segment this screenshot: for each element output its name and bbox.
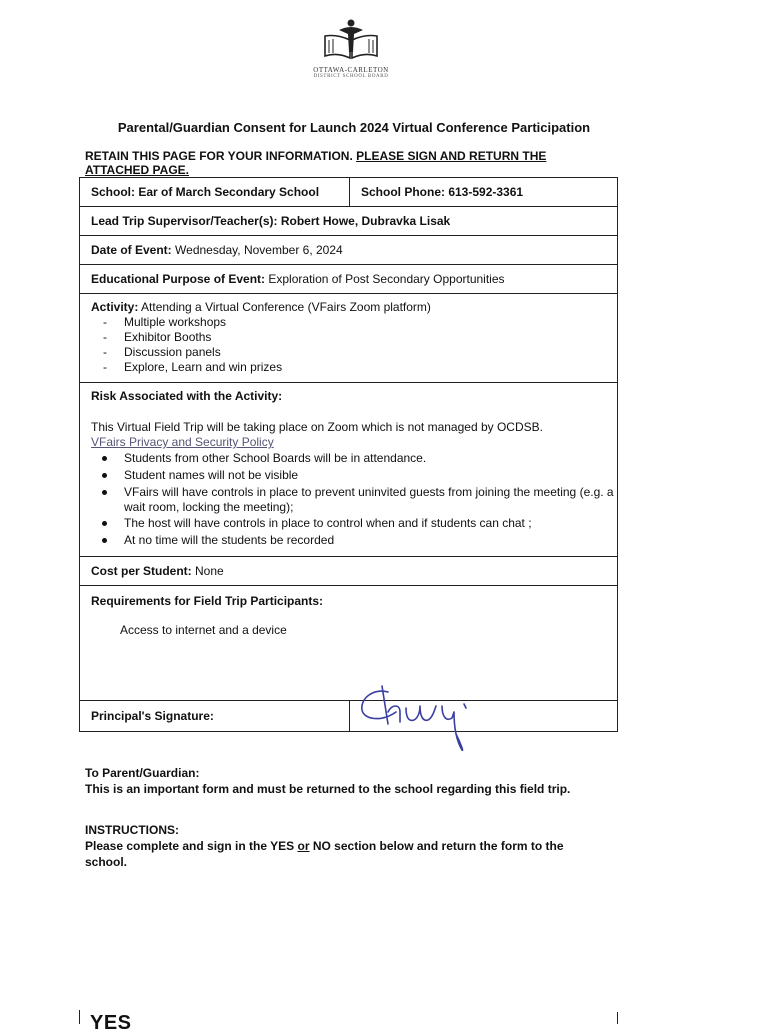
form-row-school [80, 178, 618, 207]
bullet-icon [102, 456, 107, 461]
form-row-activity [80, 294, 618, 383]
logo-subname: DISTRICT SCHOOL BOARD [313, 74, 389, 79]
to-parent-heading: To Parent/Guardian: [85, 766, 200, 780]
school-phone-cell: School Phone: 613-592-3361 [350, 178, 618, 207]
bullet-icon [102, 521, 107, 526]
open-book-icon [321, 18, 381, 64]
risk-item: Student names will not be visible [91, 467, 617, 484]
to-parent-section [85, 765, 625, 797]
retain-underlined: PLEASE SIGN AND RETURN THE ATTACHED PAGE. [85, 149, 547, 177]
activity-item: - Multiple workshops [103, 315, 227, 329]
instructions-section [85, 822, 595, 870]
yes-box-left-border [79, 1010, 80, 1024]
instructions-text: Please complete and sign in the YES or NO section below and return the form to the school. [85, 839, 564, 869]
requirements-value: Access to internet and a device [120, 623, 287, 637]
bullet-icon [102, 538, 107, 543]
requirements-cell [80, 586, 618, 701]
date-label: Date of Event: [91, 242, 172, 257]
form-row-cost [80, 557, 618, 586]
risk-item: The host will have controls in place to control when and if students can chat ; [91, 515, 617, 532]
instructions-heading: INSTRUCTIONS: [85, 823, 179, 837]
to-parent-text: This is an important form and must be returned to the school regarding this field trip. [85, 782, 571, 796]
retain-notice [85, 149, 605, 177]
form-row-date [80, 236, 618, 265]
activity-value: Attending a Virtual Conference (VFairs Zoom platform) [141, 300, 431, 314]
form-row-supervisor [80, 207, 618, 236]
bullet-icon [102, 473, 107, 478]
risk-item: Students from other School Boards will be in attendance. [91, 450, 617, 467]
cost-cell [80, 557, 618, 586]
activity-item: - Explore, Learn and win prizes [103, 360, 283, 374]
form-row-principal-signature [80, 701, 618, 732]
purpose-value: Exploration of Post Secondary Opportunities [268, 271, 505, 286]
page-title: Parental/Guardian Consent for Launch 2024 Virtual Conference Participation [117, 120, 591, 135]
principal-signature-label: Principal's Signature: [80, 701, 350, 732]
form-row-purpose [80, 265, 618, 294]
form-row-risk [80, 383, 618, 557]
risk-intro: This Virtual Field Trip will be taking place on Zoom which is not managed by OCDSB. [91, 420, 543, 434]
date-value: Wednesday, November 6, 2024 [175, 242, 343, 257]
cost-value: None [195, 563, 224, 578]
yes-box-right-border [617, 1012, 618, 1024]
consent-form-table [79, 177, 618, 732]
activity-cell [80, 294, 618, 383]
cost-label: Cost per Student: [91, 563, 192, 578]
risk-label: Risk Associated with the Activity: [91, 389, 283, 403]
privacy-policy-link[interactable]: VFairs Privacy and Security Policy [91, 435, 274, 449]
purpose-label: Educational Purpose of Event: [91, 271, 266, 286]
form-row-requirements [80, 586, 618, 701]
principal-signature-image [352, 682, 482, 754]
date-cell [80, 236, 618, 265]
school-cell: School: Ear of March Secondary School [80, 178, 350, 207]
activity-label: Activity: [91, 300, 139, 314]
logo-name: OTTAWA-CARLETON [313, 66, 389, 74]
supervisor-cell: Lead Trip Supervisor/Teacher(s): Robert Howe, Dubravka Lisak [80, 207, 618, 236]
risk-cell [80, 383, 618, 557]
ocdsb-logo [303, 18, 399, 86]
bullet-icon [102, 490, 107, 495]
activity-item: - Exhibitor Booths [103, 330, 212, 344]
risk-item: At no time will the students be recorded [91, 532, 617, 549]
yes-section-label: YES [90, 1012, 132, 1034]
purpose-cell [80, 265, 618, 294]
retain-plain: RETAIN THIS PAGE FOR YOUR INFORMATION. [85, 149, 357, 163]
risk-item: VFairs will have controls in place to prevent uninvited guests from joining the meeting (e.g. a wait room, locking the meeting); [91, 484, 617, 515]
activity-item: - Discussion panels [103, 345, 221, 359]
requirements-label: Requirements for Field Trip Participants: [91, 594, 324, 608]
